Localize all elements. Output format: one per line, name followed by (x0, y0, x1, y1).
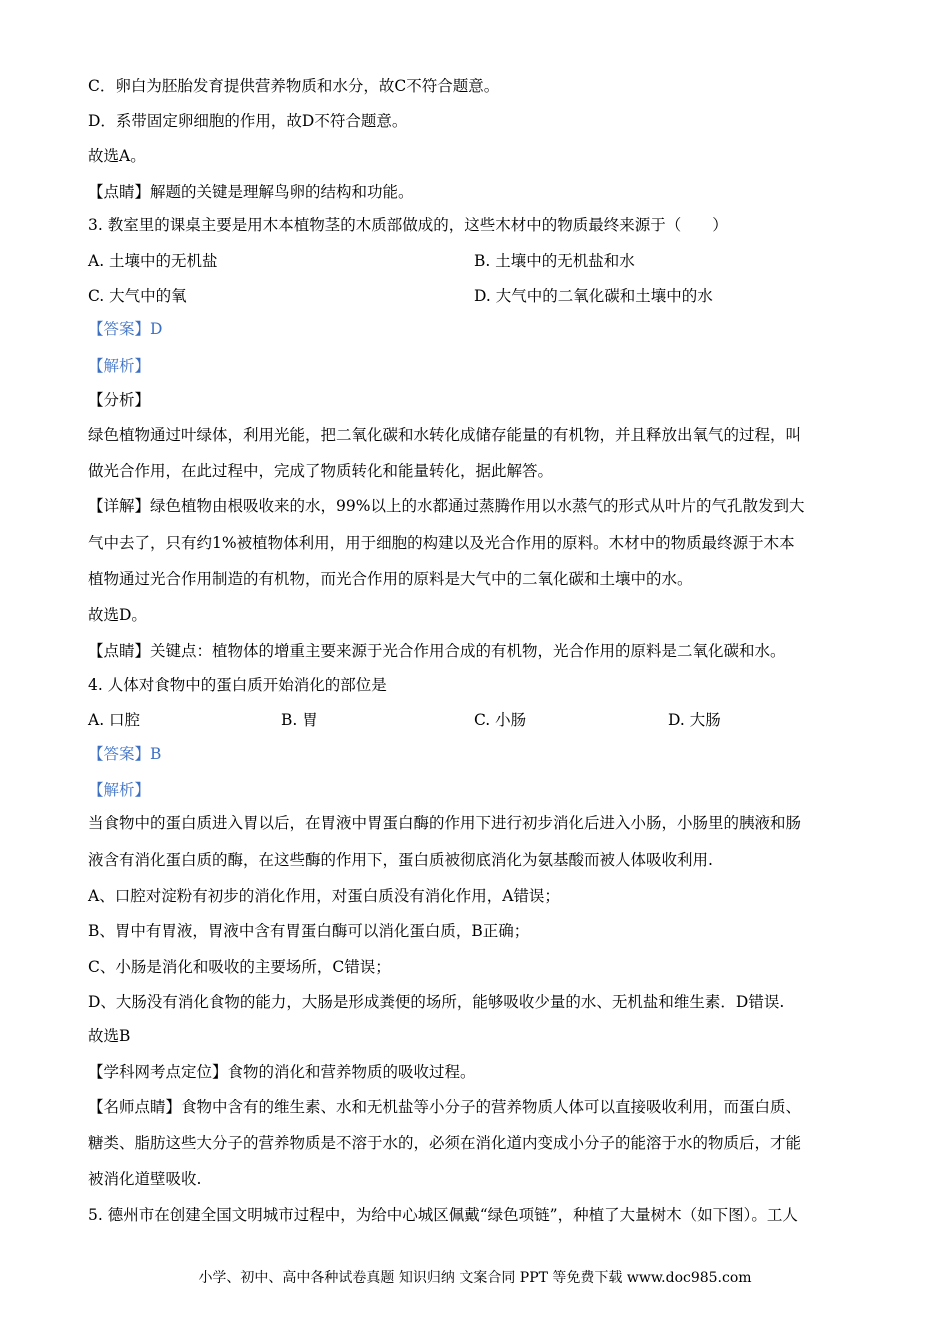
option-b: B. 胃 (281, 711, 318, 729)
choice-statement: 故选D。 (88, 606, 147, 624)
option-a-explanation: A、口腔对淀粉有初步的消化作用，对蛋白质没有消化作用，A错误； (88, 887, 560, 905)
analysis-heading: 【分析】 (88, 391, 151, 409)
answer-label: 【答案】B (88, 745, 162, 763)
choice-statement: 故选A。 (88, 147, 146, 165)
option-c-explanation: C．卵白为胚胎发育提供营养物质和水分，故C不符合题意。 (88, 77, 500, 95)
key-point: 【点睛】解题的关键是理解鸟卵的结构和功能。 (88, 183, 414, 201)
analysis-text: 液含有消化蛋白质的酶，在这些酶的作用下，蛋白质被彻底消化为氨基酸而被人体吸收利用. (88, 851, 713, 869)
option-d-explanation: D、大肠没有消化食物的能力，大肠是形成粪便的场所，能够吸收少量的水、无机盐和维生素．D错误. (88, 993, 785, 1011)
analysis-label: 【解析】 (88, 357, 151, 375)
option-c: C. 小肠 (474, 711, 527, 729)
teacher-comment: 被消化道壁吸收. (88, 1170, 202, 1188)
option-d-explanation: D．系带固定卵细胞的作用，故D不符合题意。 (88, 112, 408, 130)
test-point-location: 【学科网考点定位】食物的消化和营养物质的吸收过程。 (88, 1063, 476, 1081)
option-c-explanation: C、小肠是消化和吸收的主要场所，C错误； (88, 958, 391, 976)
analysis-label: 【解析】 (88, 781, 151, 799)
analysis-text: 绿色植物通过叶绿体，利用光能，把二氧化碳和水转化成储存能量的有机物，并且释放出氧气的过程，叫 (88, 426, 802, 444)
teacher-comment: 糖类、脂肪这些大分子的营养物质是不溶于水的，必须在消化道内变成小分子的能溶于水的物质后，才能 (88, 1134, 802, 1152)
question-5: 5. 德州市在创建全国文明城市过程中，为给中心城区佩戴“绿色项链”，种植了大量树木（如下图）。工人 (88, 1206, 798, 1224)
option-a: A. 土壤中的无机盐 (88, 252, 218, 270)
option-a: A. 口腔 (88, 711, 141, 729)
option-c: C. 大气中的氧 (88, 287, 187, 305)
question-4: 4. 人体对食物中的蛋白质开始消化的部位是 (88, 676, 387, 694)
option-d: D. 大气中的二氧化碳和土壤中的水 (474, 287, 713, 305)
option-d: D. 大肠 (668, 711, 721, 729)
analysis-text: 做光合作用，在此过程中，完成了物质转化和能量转化，据此解答。 (88, 462, 554, 480)
detail-text: 【详解】绿色植物由根吸收来的水，99%以上的水都通过蒸腾作用以水蒸气的形式从叶片的气孔散发到大 (88, 497, 805, 515)
answer-label: 【答案】D (88, 320, 163, 338)
teacher-comment: 【名师点睛】食物中含有的维生素、水和无机盐等小分子的营养物质人体可以直接吸收利用，而蛋白质、 (88, 1098, 802, 1116)
page-footer: 小学、初中、高中各种试卷真题 知识归纳 文案合同 PPT 等免费下载 www.doc985.com (198, 1270, 752, 1286)
analysis-text: 当食物中的蛋白质进入胃以后，在胃液中胃蛋白酶的作用下进行初步消化后进入小肠，小肠里的胰液和肠 (88, 814, 802, 832)
key-point: 【点睛】关键点：植物体的增重主要来源于光合作用合成的有机物，光合作用的原料是二氧化碳和水。 (88, 642, 786, 660)
detail-text: 气中去了，只有约1%被植物体利用，用于细胞的构建以及光合作用的原料。木材中的物质最终源于木本 (88, 534, 795, 552)
question-3: 3. 教室里的课桌主要是用木本植物茎的木质部做成的，这些木材中的物质最终来源于（ ） (88, 216, 728, 234)
choice-statement: 故选B (88, 1027, 131, 1045)
option-b: B. 土壤中的无机盐和水 (474, 252, 635, 270)
option-b-explanation: B、胃中有胃液，胃液中含有胃蛋白酶可以消化蛋白质，B正确； (88, 922, 530, 940)
detail-text: 植物通过光合作用制造的有机物，而光合作用的原料是大气中的二氧化碳和土壤中的水。 (88, 570, 693, 588)
